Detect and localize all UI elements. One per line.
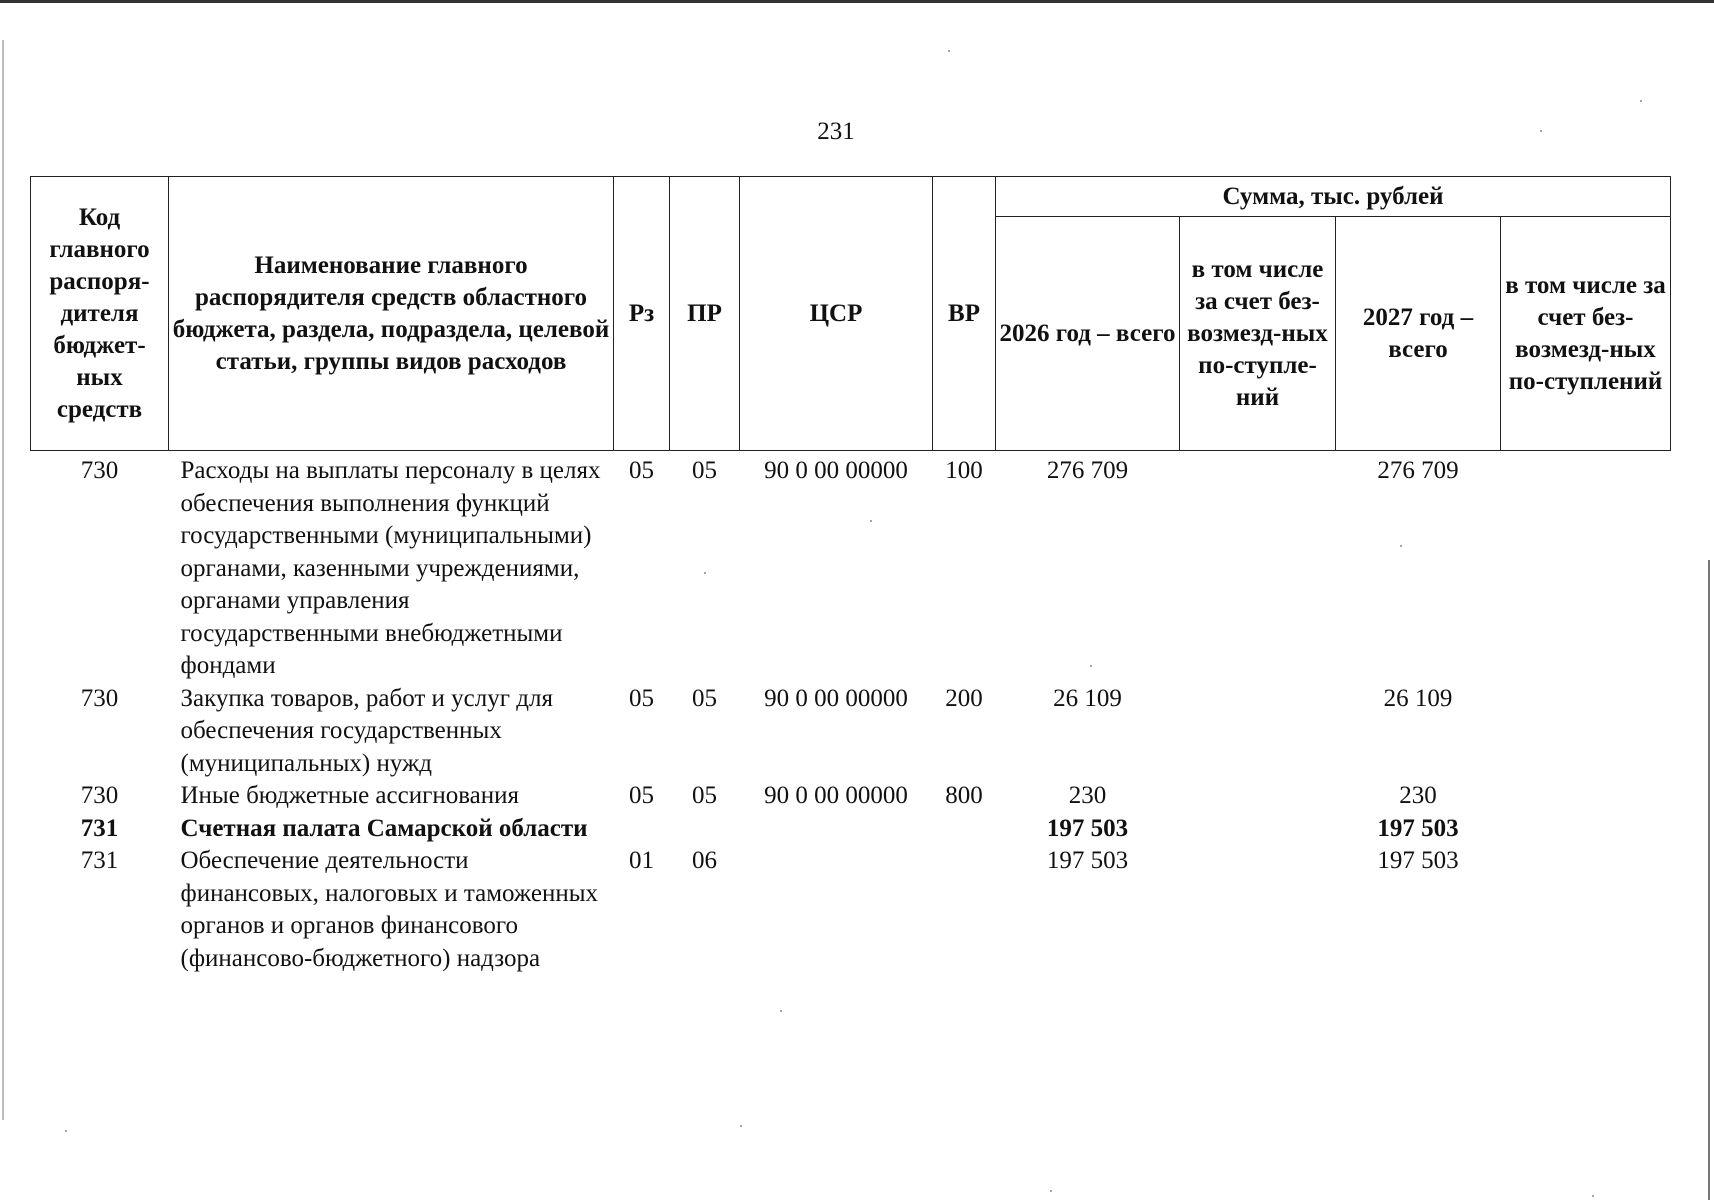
left-scan-edge xyxy=(2,40,4,1120)
header-2027-bezv: в том числе за счет без-возмезд-ных по-ступлений xyxy=(1501,217,1671,451)
cell-rz xyxy=(614,813,670,846)
cell-2027-bezv xyxy=(1501,451,1671,683)
cell-rz: 01 xyxy=(629,847,654,874)
table-header xyxy=(31,177,1671,451)
cell-name: Расходы на выплаты персоналу в целях обеспечения выполнения функций государственными (муниципальными) органами, казенными учреждениями, органами управления государственными внебюджетными фондами xyxy=(180,457,601,679)
top-border-line xyxy=(0,0,1714,3)
header-2026-total: 2026 год – всего xyxy=(996,217,1180,451)
cell-2027-total: 276 709 xyxy=(1377,457,1459,484)
cell-name: Счетная палата Самарской области xyxy=(180,814,588,842)
scan-speck xyxy=(1592,1195,1594,1197)
table-body xyxy=(31,451,1671,976)
cell-2027-bezv xyxy=(1501,683,1671,781)
scan-speck xyxy=(65,1130,67,1132)
cell-vr: 200 xyxy=(945,684,983,712)
cell-csr: 90 0 00 00000 xyxy=(764,782,908,809)
table-row xyxy=(31,813,1671,846)
cell-2026-bezv xyxy=(1180,813,1336,846)
cell-2026-total: 26 109 xyxy=(1053,684,1122,712)
cell-2026-total: 230 xyxy=(1068,782,1107,809)
cell-2027-total: 197 503 xyxy=(1377,847,1459,874)
cell-csr xyxy=(740,845,933,975)
cell-pr: 06 xyxy=(692,847,717,874)
header-csr: ЦСР xyxy=(740,177,933,451)
cell-rz: 05 xyxy=(629,684,654,712)
header-pr: ПР xyxy=(670,177,740,451)
scan-speck xyxy=(1050,1190,1052,1192)
cell-2026-total: 276 709 xyxy=(1046,457,1129,484)
cell-2027-total: 230 xyxy=(1399,782,1437,809)
cell-2026-bezv xyxy=(1180,683,1336,781)
cell-2026-bezv xyxy=(1180,845,1336,975)
cell-rz: 05 xyxy=(629,457,654,484)
scan-speck xyxy=(870,520,872,522)
cell-csr xyxy=(740,813,933,846)
scan-speck xyxy=(1090,665,1092,667)
cell-name: Иные бюджетные ассигнования xyxy=(180,782,520,809)
table-row xyxy=(31,780,1671,813)
scan-speck xyxy=(704,572,706,574)
cell-vr xyxy=(933,845,996,975)
cell-2026-total: 197 503 xyxy=(1046,814,1129,842)
table-row xyxy=(31,845,1671,975)
cell-kod: 731 xyxy=(80,814,119,842)
table-row xyxy=(31,451,1671,683)
header-summa: Сумма, тыс. рублей xyxy=(996,177,1671,217)
header-name: Наименование главного распорядителя средств областного бюджета, раздела, подраздела, целевой статьи, группы видов расходов xyxy=(169,177,614,451)
cell-kod: 731 xyxy=(80,847,119,874)
right-scan-edge xyxy=(1708,560,1710,1200)
header-rz: Рз xyxy=(614,177,670,451)
scan-speck xyxy=(740,1125,742,1127)
table-row xyxy=(31,683,1671,781)
cell-vr: 800 xyxy=(945,782,983,809)
scan-speck xyxy=(780,1010,782,1012)
header-2026-bezv: в том числе за счет без-возмезд-ных по-ступле-ний xyxy=(1180,217,1336,451)
cell-rz: 05 xyxy=(629,782,654,809)
cell-2026-total: 197 503 xyxy=(1046,847,1129,874)
scan-speck xyxy=(1400,545,1402,547)
cell-vr: 100 xyxy=(945,457,983,484)
cell-csr: 90 0 00 00000 xyxy=(764,457,908,484)
scan-speck xyxy=(948,50,950,52)
cell-kod: 730 xyxy=(80,782,119,809)
cell-2027-total: 26 109 xyxy=(1383,684,1453,712)
header-vr: ВР xyxy=(933,177,996,451)
cell-kod: 730 xyxy=(80,684,119,712)
cell-vr xyxy=(933,813,996,846)
cell-csr: 90 0 00 00000 xyxy=(764,684,908,712)
cell-name: Обеспечение деятельности финансовых, налоговых и таможенных органов и органов финансового (финансово-бюджетного) надзора xyxy=(180,847,599,972)
cell-pr xyxy=(670,813,740,846)
cell-2027-total: 197 503 xyxy=(1377,814,1459,842)
cell-2027-bezv xyxy=(1501,780,1671,813)
cell-2027-bezv xyxy=(1501,813,1671,846)
cell-pr: 05 xyxy=(692,457,717,484)
budget-table xyxy=(30,176,1671,975)
cell-2027-bezv xyxy=(1501,845,1671,975)
cell-2026-bezv xyxy=(1180,451,1336,683)
scan-speck xyxy=(1540,130,1542,132)
header-kod: Код главного распоря-дителя бюджет-ных средств xyxy=(31,177,169,451)
cell-name: Закупка товаров, работ и услуг для обеспечения государственных (муниципальных) нужд xyxy=(180,684,553,777)
cell-2026-bezv xyxy=(1180,780,1336,813)
cell-pr: 05 xyxy=(692,684,717,712)
scan-speck xyxy=(1640,100,1642,102)
header-2027-total: 2027 год – всего xyxy=(1336,217,1501,451)
page-number: 231 xyxy=(817,118,855,145)
cell-kod: 730 xyxy=(80,457,119,484)
cell-pr: 05 xyxy=(692,782,717,809)
